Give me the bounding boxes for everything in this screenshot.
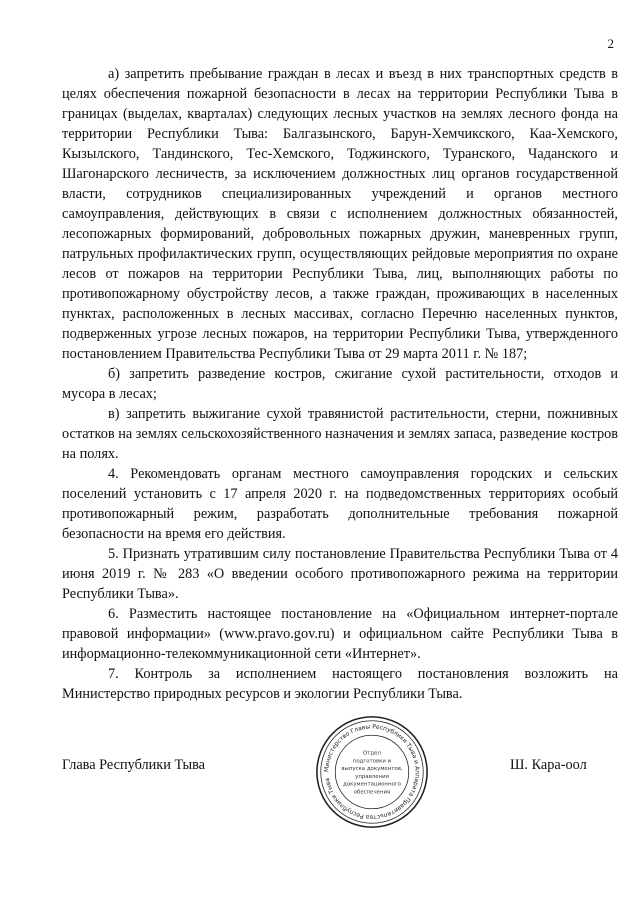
paragraph-7: 7. Контроль за исполнением настоящего постановления возложить на Министерство природных ресурсов и экологии Республики Тыва. [62, 666, 618, 702]
signatory-title: Глава Республики Тыва [62, 757, 205, 773]
seal-line: обеспечения [353, 789, 391, 796]
signatory-name: Ш. Кара-оол [510, 757, 587, 773]
page-number: 2 [607, 36, 614, 51]
paragraph-5: 5. Признать утратившим силу постановление Правительства Республики Тыва от 4 июня 2019 г. № 283 «О введении особого противопожарного режима на территории Республики Тыва». [62, 546, 618, 602]
paragraph-v: в) запретить выжигание сухой травянистой растительности, стерни, пожнивных остатков на землях сельскохозяйственного назначения и землях запаса, разведение костров на полях. [62, 406, 618, 462]
seal-line: подготовки и [352, 758, 392, 765]
seal-ring-text: Министерство Главы Республики Тыва и Аппарата Правительства Республики Тыва [323, 723, 421, 821]
official-seal [314, 714, 430, 830]
seal-line: Отдел [363, 750, 381, 757]
seal-line: документационного [343, 781, 401, 788]
paragraph-6: 6. Разместить настоящее постановление на «Официальном интернет-портале правовой информации» (www.pravo.gov.ru) и официальном сайте Республики Тыва в информационно-телекоммуникационной сети «Интернет». [62, 606, 618, 662]
paragraph-a: а) запретить пребывание граждан в лесах и въезд в них транспортных средств в целях обеспечения пожарной безопасности в лесах на территории Республики Тыва в границах (выделах, кварталах) следующих лесных участков на землях лесного фонда на территории Республики Тыва: Балгазынского, Барун-Хемчикского, Каа-Хемского, Кызылского, Тандинского, Тес-Хемского, Тоджинского, Туранского, Чаданского и Шагонарского лесничеств, за исключением должностных лиц органов государственной власти, сотрудников специализированных учреждений и органов местного самоуправления, действующих в связи с исполнением должностных обязанностей, лесопожарных формирований, добровольных пожарных дружин, маневренных групп, патрульных профилактических групп, осуществляющих рейдовые мероприятия по охране лесов от пожаров на территории Республики Тыва, лиц, выполняющих работы по противопожарному обустройству лесов, а также граждан, проживающих в населенных пунктах, расположенных в лесных массивах, согласно Перечню населенных пунктов, подверженных угрозе лесных пожаров, на территории Республики Тыва, утвержденного постановлением Правительства Республики Тыва от 29 марта 2011 г. № 187; [62, 66, 618, 362]
paragraph-b: б) запретить разведение костров, сжигание сухой растительности, отходов и мусора в лесах; [62, 366, 618, 402]
seal-line: управления [355, 773, 389, 780]
seal-line: выпуска документов, [341, 766, 403, 773]
document-body [62, 64, 618, 704]
paragraph-4: 4. Рекомендовать органам местного самоуправления городских и сельских поселений установить с 17 апреля 2020 г. на подведомственных территориях особый противопожарный режим, разработать дополнительные требования пожарной безопасности на время его действия. [62, 466, 618, 542]
